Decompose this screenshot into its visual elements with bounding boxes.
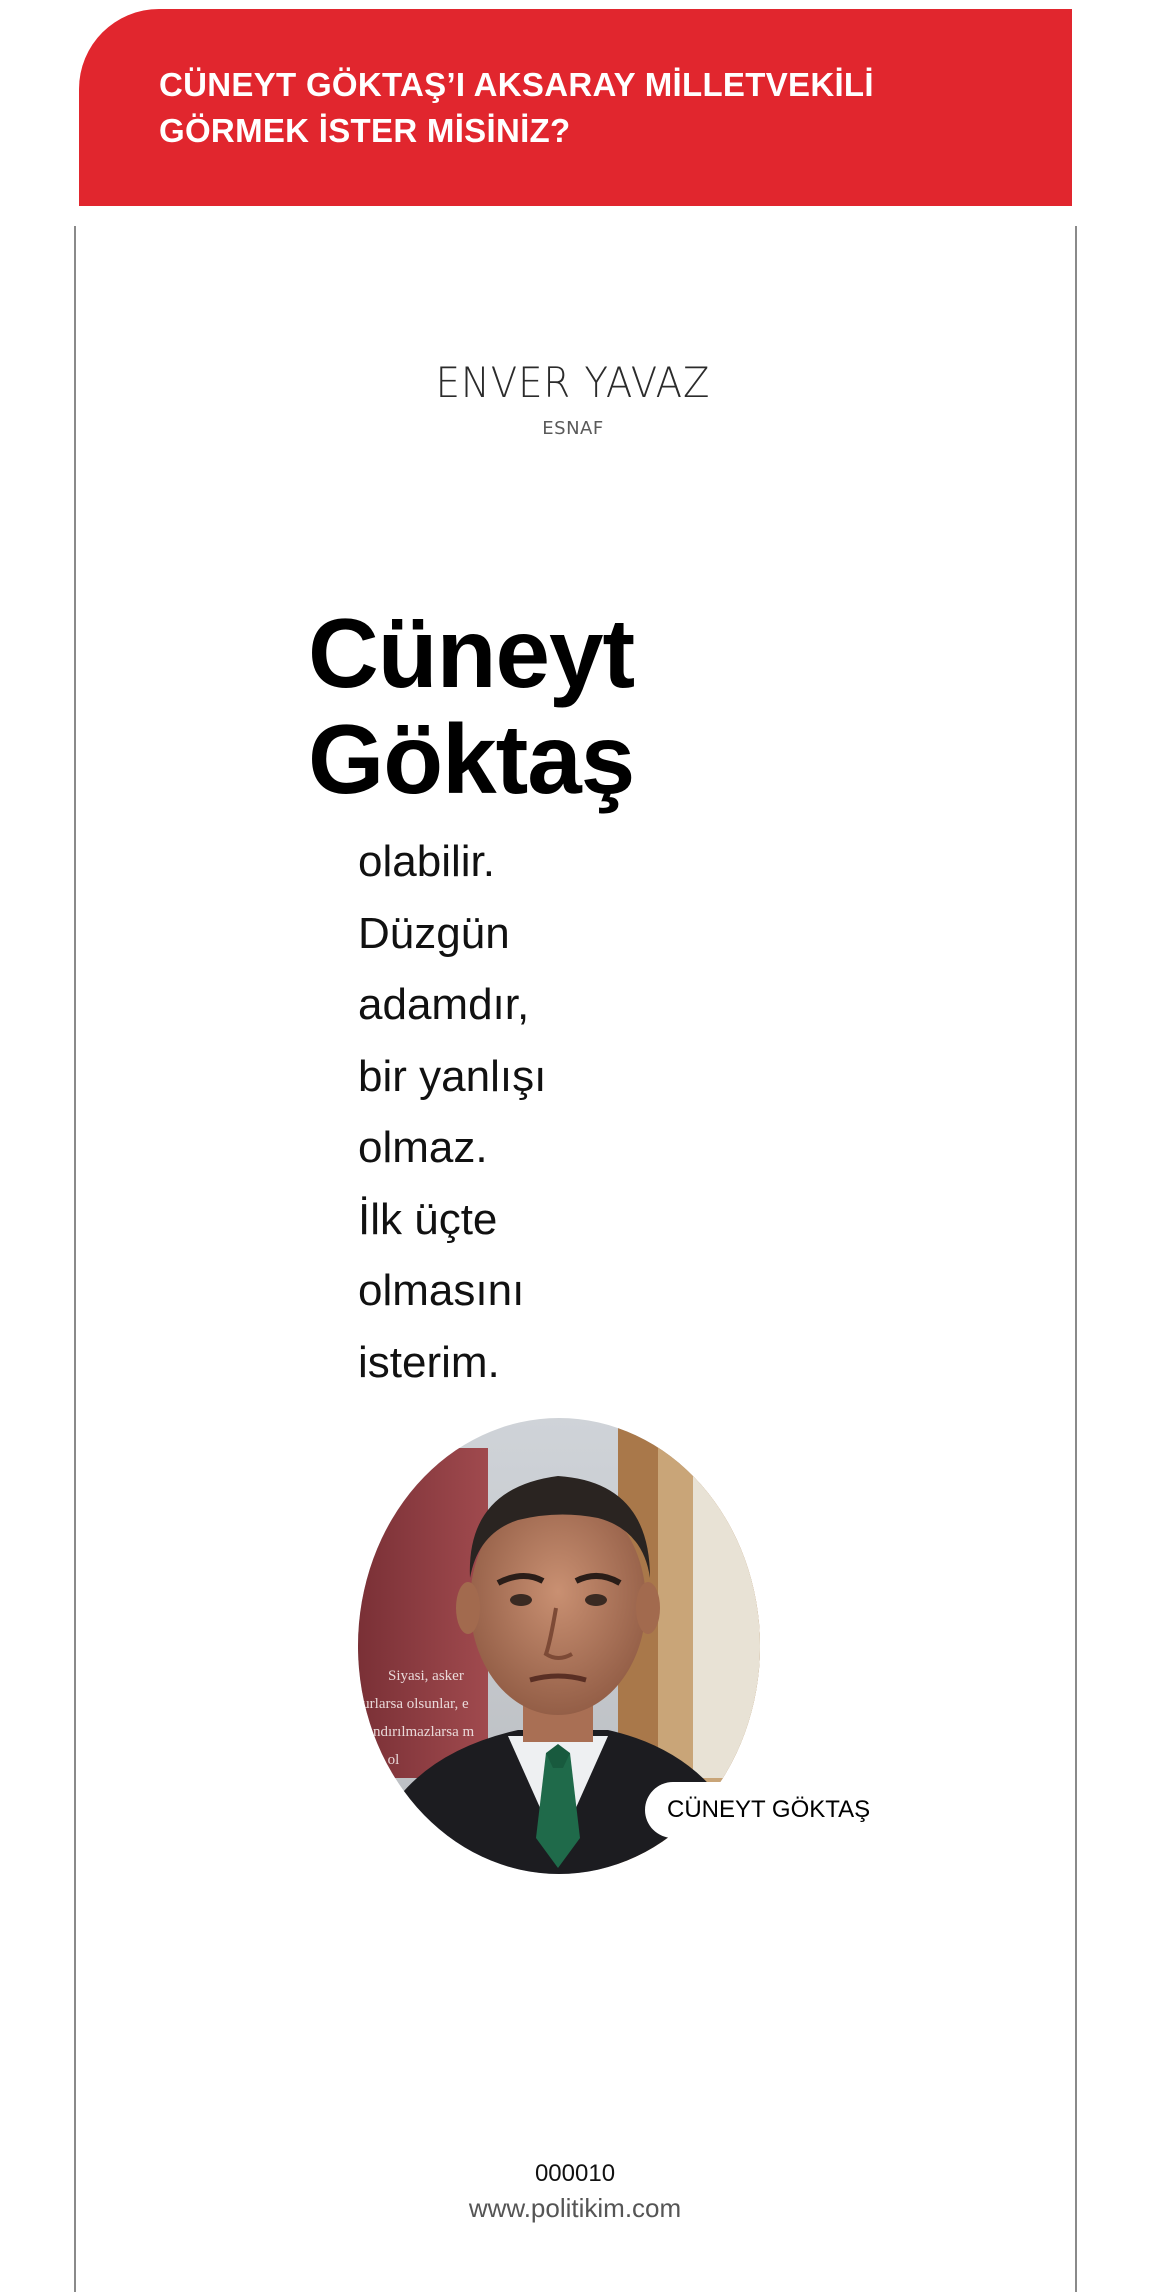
frame-border-left [74, 226, 76, 2292]
author-role: ESNAF [542, 418, 604, 439]
frame-border-right [1075, 226, 1077, 2292]
quote-body [358, 826, 738, 1398]
quote-line: İlk üçte [358, 1194, 498, 1244]
quote-line: adamdır, [358, 980, 530, 1029]
author-name: ENVER YAVAZ [435, 358, 711, 407]
quote-line: bir yanlışı [358, 1051, 547, 1101]
header-banner [79, 9, 1072, 206]
quote-heading-line: Göktaş [308, 704, 635, 814]
backdrop-text-line: Siyasi, asker [388, 1668, 464, 1684]
quote-line: Düzgün [358, 908, 510, 958]
header-title-line-2: GÖRMEK İSTER MİSİNİZ? [159, 112, 571, 149]
quote-line: olmasını [358, 1266, 525, 1315]
site-url[interactable]: www.politikim.com [468, 2193, 682, 2223]
backdrop-text-line: nlı ol [368, 1752, 400, 1768]
backdrop-text-line: ılandırılmazlarsa m [358, 1724, 475, 1740]
header-title-line-1: CÜNEYT GÖKTAŞ’I AKSARAY MİLLETVEKİLİ [159, 66, 874, 103]
quote-line: isterim. [358, 1337, 500, 1387]
quote-line: olmaz. [358, 1123, 488, 1172]
header-title [159, 62, 1039, 154]
backdrop-text-line: lurlarsa olsunlar, e [358, 1696, 469, 1712]
quote-heading-line: Cüneyt [308, 598, 635, 708]
quote-line: olabilir. [358, 837, 495, 886]
photo-caption: CÜNEYT GÖKTAŞ [645, 1782, 890, 1838]
page-number: 000010 [534, 2160, 616, 2187]
quote-heading [308, 600, 708, 812]
